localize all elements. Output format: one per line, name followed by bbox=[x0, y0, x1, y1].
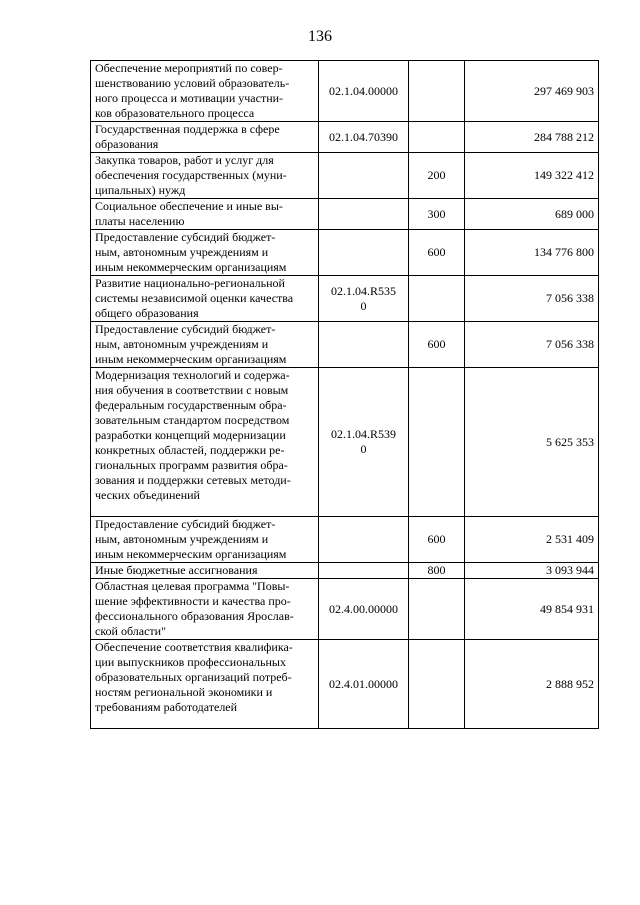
row-code bbox=[319, 563, 409, 579]
row-type bbox=[409, 122, 465, 153]
row-type: 600 bbox=[409, 322, 465, 368]
table-row bbox=[91, 199, 599, 230]
row-name: Обеспечение соответствия квалифика- ции выпускников профессиональных образовательных организаций потреб- ностям региональной экономики и требованиям работодателей bbox=[95, 640, 293, 714]
row-type: 600 bbox=[409, 230, 465, 276]
row-type: 600 bbox=[409, 517, 465, 563]
row-code bbox=[319, 199, 409, 230]
row-code bbox=[319, 517, 409, 563]
budget-table bbox=[90, 60, 599, 729]
table-row bbox=[91, 122, 599, 153]
row-amount: 284 788 212 bbox=[465, 122, 599, 153]
row-name: Иные бюджетные ассигнования bbox=[95, 563, 258, 577]
row-type bbox=[409, 640, 465, 729]
row-code: 02.1.04.70390 bbox=[319, 122, 409, 153]
row-amount: 2 888 952 bbox=[465, 640, 599, 729]
row-type bbox=[409, 368, 465, 517]
row-code: 02.1.04.R535 0 bbox=[330, 283, 396, 313]
row-amount: 7 056 338 bbox=[465, 322, 599, 368]
row-code bbox=[319, 322, 409, 368]
row-type bbox=[409, 579, 465, 640]
row-code: 02.1.04.R539 0 bbox=[330, 427, 396, 456]
row-name: Государственная поддержка в сфере образования bbox=[95, 122, 280, 151]
row-amount: 134 776 800 bbox=[465, 230, 599, 276]
row-name: Предоставление субсидий бюджет- ным, автономным учреждениям и иным некоммерческим организациям bbox=[95, 230, 287, 274]
table-row bbox=[91, 322, 599, 368]
table-row bbox=[91, 230, 599, 276]
row-name: Модернизация технологий и содержа- ния обучения в соответствии с новым федеральным государственным обра- зовательным стандартом посредством разработки концепций модернизации конкретных областей, поддержки ре- гиональных программ развития обра- зования и поддержки сетевых методи- ческих объединений bbox=[95, 368, 291, 502]
table-row bbox=[91, 517, 599, 563]
table-row bbox=[91, 61, 599, 122]
row-name: Областная целевая программа "Повы- шение эффективности и качества про- фессионального образования Ярослав- ской области" bbox=[95, 579, 294, 638]
row-amount: 2 531 409 bbox=[465, 517, 599, 563]
row-name: Обеспечение мероприятий по совер- шенствованию условий образователь- ного процесса и мотивации участни- ков образовательного процесса bbox=[95, 61, 290, 120]
row-amount: 49 854 931 bbox=[465, 579, 599, 640]
row-code: 02.4.00.00000 bbox=[319, 579, 409, 640]
row-name: Социальное обеспечение и иные вы- платы населению bbox=[95, 199, 283, 228]
table-row bbox=[91, 153, 599, 199]
table-row bbox=[91, 563, 599, 579]
row-name: Предоставление субсидий бюджет- ным, автономным учреждениям и иным некоммерческим организациям bbox=[95, 322, 287, 366]
row-type bbox=[409, 276, 465, 322]
table-row bbox=[91, 368, 599, 517]
row-amount: 297 469 903 bbox=[465, 61, 599, 122]
table-row bbox=[91, 579, 599, 640]
row-name: Предоставление субсидий бюджет- ным, автономным учреждениям и иным некоммерческим организациям bbox=[95, 517, 287, 561]
page-number: 136 bbox=[308, 28, 332, 45]
row-amount: 7 056 338 bbox=[465, 276, 599, 322]
row-type: 800 bbox=[409, 563, 465, 579]
row-amount: 5 625 353 bbox=[465, 368, 599, 517]
row-type bbox=[409, 61, 465, 122]
row-name: Развитие национально-региональной системы независимой оценки качества общего образования bbox=[95, 276, 294, 320]
row-type: 300 bbox=[409, 199, 465, 230]
row-name: Закупка товаров, работ и услуг для обеспечения государственных (муни- ципальных) нужд bbox=[95, 153, 287, 197]
row-amount: 3 093 944 bbox=[465, 563, 599, 579]
row-code bbox=[319, 230, 409, 276]
row-code: 02.4.01.00000 bbox=[319, 640, 409, 729]
row-amount: 689 000 bbox=[465, 199, 599, 230]
table-row bbox=[91, 276, 599, 322]
row-amount: 149 322 412 bbox=[465, 153, 599, 199]
row-code: 02.1.04.00000 bbox=[319, 61, 409, 122]
row-code bbox=[319, 153, 409, 199]
row-type: 200 bbox=[409, 153, 465, 199]
table-row bbox=[91, 640, 599, 729]
